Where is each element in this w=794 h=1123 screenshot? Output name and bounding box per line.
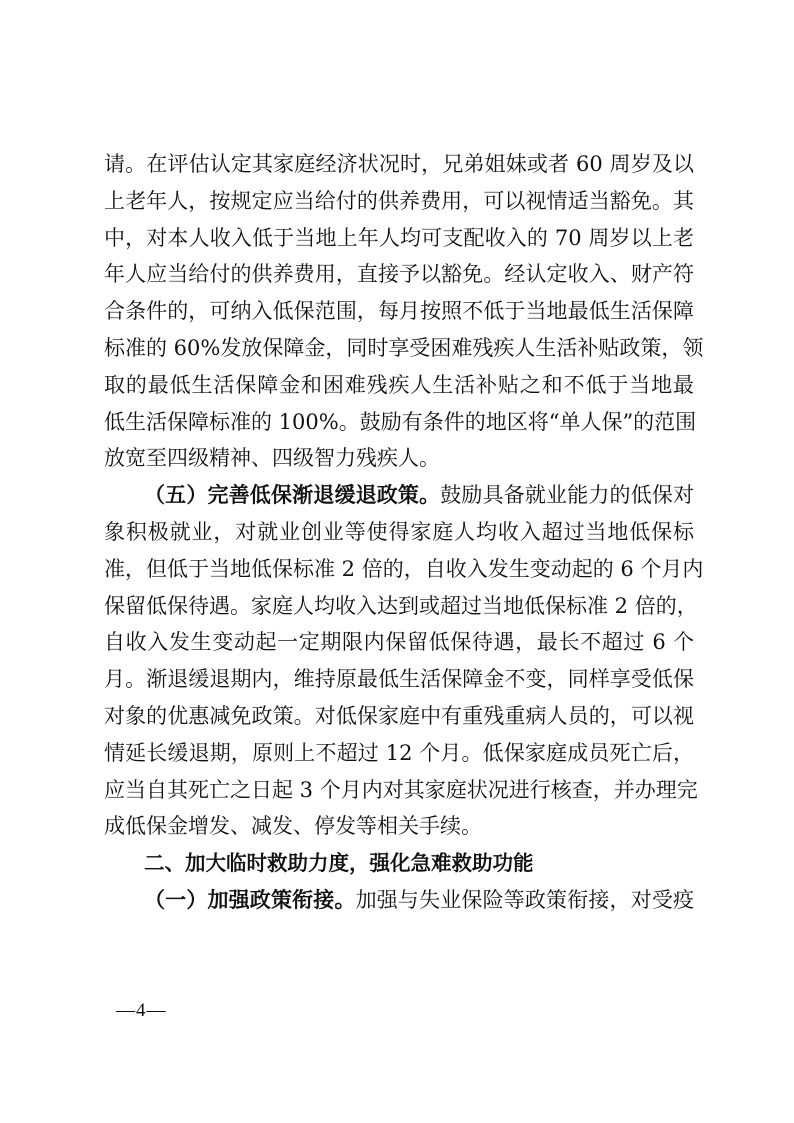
text-line: 准，但低于当地低保标准 2 倍的，自收入发生变动起的 6 个月内 bbox=[104, 556, 704, 581]
text-line: 低生活保障标准的 100%。鼓励有条件的地区将“单人保”的范围 bbox=[104, 409, 697, 434]
text-line: 应当自其死亡之日起 3 个月内对其家庭状况进行核查，并办理完 bbox=[104, 777, 698, 802]
paragraph-gradual-exit-policy bbox=[104, 477, 704, 845]
text-line: 合条件的，可纳入低保范围，每月按照不低于当地最低生活保障 bbox=[104, 299, 694, 324]
page-number: —4— bbox=[116, 1000, 167, 1021]
text-line: 自收入发生变动起一定期限内保留低保待遇，最长不超过 6 个 bbox=[104, 630, 694, 655]
text-line: 情延长缓退期，原则上不超过 12 个月。低保家庭成员死亡后， bbox=[104, 740, 694, 765]
text-line: 月。渐退缓退期内，维持原最低生活保障金不变，同样享受低保 bbox=[104, 667, 694, 692]
text-line: 保留低保待遇。家庭人均收入达到或超过当地低保标准 2 倍的， bbox=[104, 593, 698, 618]
text-line: 请。在评估认定其家庭经济状况时，兄弟姐妹或者 60 周岁及以 bbox=[104, 152, 694, 176]
text-line: 标准的 60%发放保障金，同时享受困难残疾人生活补贴政策，领 bbox=[104, 335, 704, 360]
text-line: 年人应当给付的供养费用，直接予以豁免。经认定收入、财产符 bbox=[104, 262, 694, 287]
text-line: 放宽至四级精神、四级智力残疾人。 bbox=[104, 446, 440, 471]
text-line: 象积极就业，对就业创业等使得家庭人均收入超过当地低保标 bbox=[104, 519, 694, 544]
document-body bbox=[104, 146, 704, 919]
text-line bbox=[104, 882, 694, 919]
text-line: 取的最低生活保障金和困难残疾人生活补贴之和不低于当地最 bbox=[104, 372, 694, 397]
section-heading: 二、加大临时救助力度，强化急难救助功能 bbox=[144, 851, 534, 876]
text-line: 中，对本人收入低于当地上年人均可支配收入的 70 周岁以上老 bbox=[104, 225, 694, 250]
text-line: 成低保金增发、减发、停发等相关手续。 bbox=[104, 814, 482, 839]
section-lead-title: （一）加强政策衔接。 bbox=[144, 886, 356, 912]
paragraph-elderly-exemption bbox=[104, 146, 704, 477]
paragraph-policy-coordination bbox=[104, 882, 694, 919]
text-run: 鼓励具备就业能力的低保对 bbox=[440, 483, 695, 508]
text-line: 上老年人，按规定应当给付的供养费用，可以视情适当豁免。其 bbox=[104, 188, 694, 213]
text-line bbox=[104, 477, 694, 514]
section-lead-title: （五）完善低保渐退缓退政策。 bbox=[144, 482, 441, 508]
text-line: 对象的优惠减免政策。对低保家庭中有重残重病人员的，可以视 bbox=[104, 703, 694, 728]
text-run: 加强与失业保险等政策衔接，对受疫 bbox=[355, 887, 695, 912]
